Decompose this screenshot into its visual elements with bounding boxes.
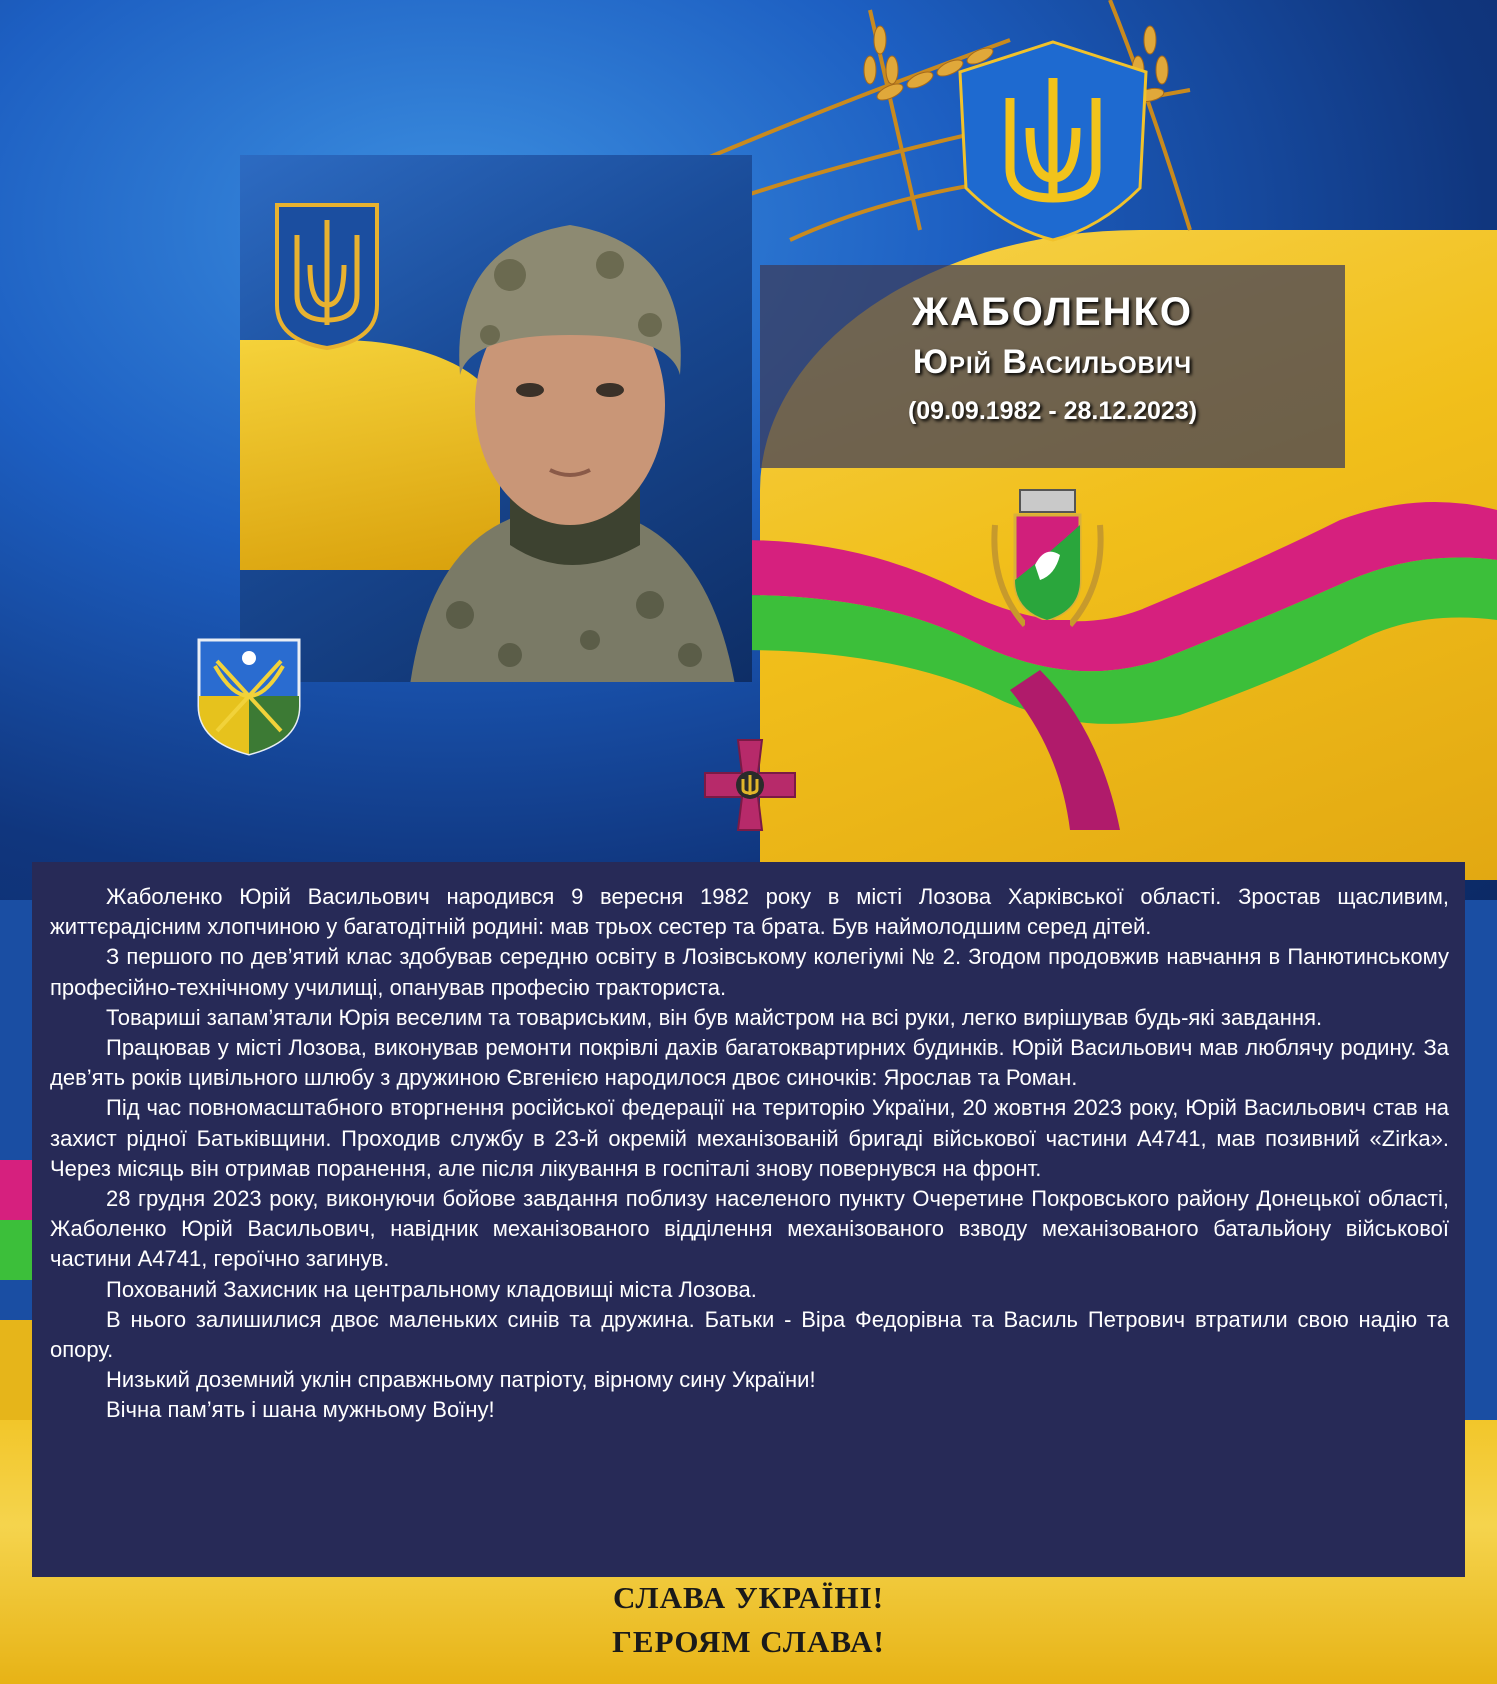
slogan-glory-ukraine: СЛАВА УКРАЇНІ! — [612, 1580, 885, 1615]
hero-dates: (09.09.1982 - 28.12.2023) — [907, 397, 1198, 425]
city-coat-of-arms-icon — [985, 485, 1110, 635]
biography-paragraph: Товариші запам’ятали Юрія веселим та товариським, він був майстром на всі руки, легко вирішував будь-які завдання. — [106, 1004, 1323, 1030]
biography-paragraph: 28 грудня 2023 року, виконуючи бойове завдання поблизу населеного пункту Очеретине Покровського району Донецької області, Жаболенко Юрій Васильович, навідник механізованого відділення механізованого взводу механізованого батальйону військової частини А4741, героїчно загинув. — [50, 1186, 1449, 1272]
biography-paragraph: Працював у місті Лозова, виконував ремонти покрівлі дахів багатоквартирних будинків. Юрій Васильович мав люблячу родину. За дев’ять років цивільного шлюбу з дружиною Євгенією народилося двоє синочків: Ярослав та Роман. — [50, 1035, 1449, 1091]
biography-paragraph: Вічна пам’ять і шана мужньому Воїну! — [106, 1397, 495, 1423]
hero-surname: ЖАБОЛЕНКО — [911, 290, 1194, 334]
biography-paragraph: З першого по дев’ятий клас здобував середню освіту в Лозівському колегіумі № 2. Згодом продовжив навчання в Панютинському професійно-технічному училищі, опанував професію тракториста. — [50, 944, 1449, 1000]
biography-paragraph: Похований Захисник на центральному кладовищі міста Лозова. — [106, 1276, 757, 1302]
hero-name: Юрій Васильович — [912, 343, 1193, 381]
ribbon-decoration — [740, 500, 1497, 830]
slogan-glory-heroes: ГЕРОЯМ СЛАВА! — [612, 1624, 885, 1659]
biography-paragraph: Під час повномасштабного вторгнення російської федерації на територію України, 20 жовтня 2023 року, Юрій Васильович став на захист рідної Батьківщини. Проходив службу в 23-й окремій механізованій бригаді військової частини А4741, мав позивний «Zirka». Через місяць він отримав поранення, але після лікування в госпіталі знову повернувся на фронт. — [50, 1095, 1449, 1181]
trident-icon — [272, 200, 382, 350]
biography-paragraph: Жаболенко Юрій Васильович народився 9 вересня 1982 року в місті Лозова Харківської області. Зростав щасливим, життєрадісним хлопчиною у багатодітній родині: мав трьох сестер та брата. Був наймолодшим серед дітей. — [50, 884, 1449, 940]
biography-panel — [32, 862, 1465, 1577]
soldier-portrait — [390, 185, 750, 682]
brigade-emblem-icon — [195, 636, 303, 758]
portrait-photo — [240, 155, 752, 682]
military-cross-icon — [700, 735, 800, 835]
biography-paragraph: В нього залишилися двоє маленьких синів та дружина. Батьки - Віра Федорівна та Василь Петрович втратили свою надію та опору. — [50, 1306, 1449, 1363]
trident-shield-icon — [950, 38, 1156, 244]
biography-paragraph: Низький доземний уклін справжньому патріоту, вірному сину України! — [106, 1367, 816, 1393]
